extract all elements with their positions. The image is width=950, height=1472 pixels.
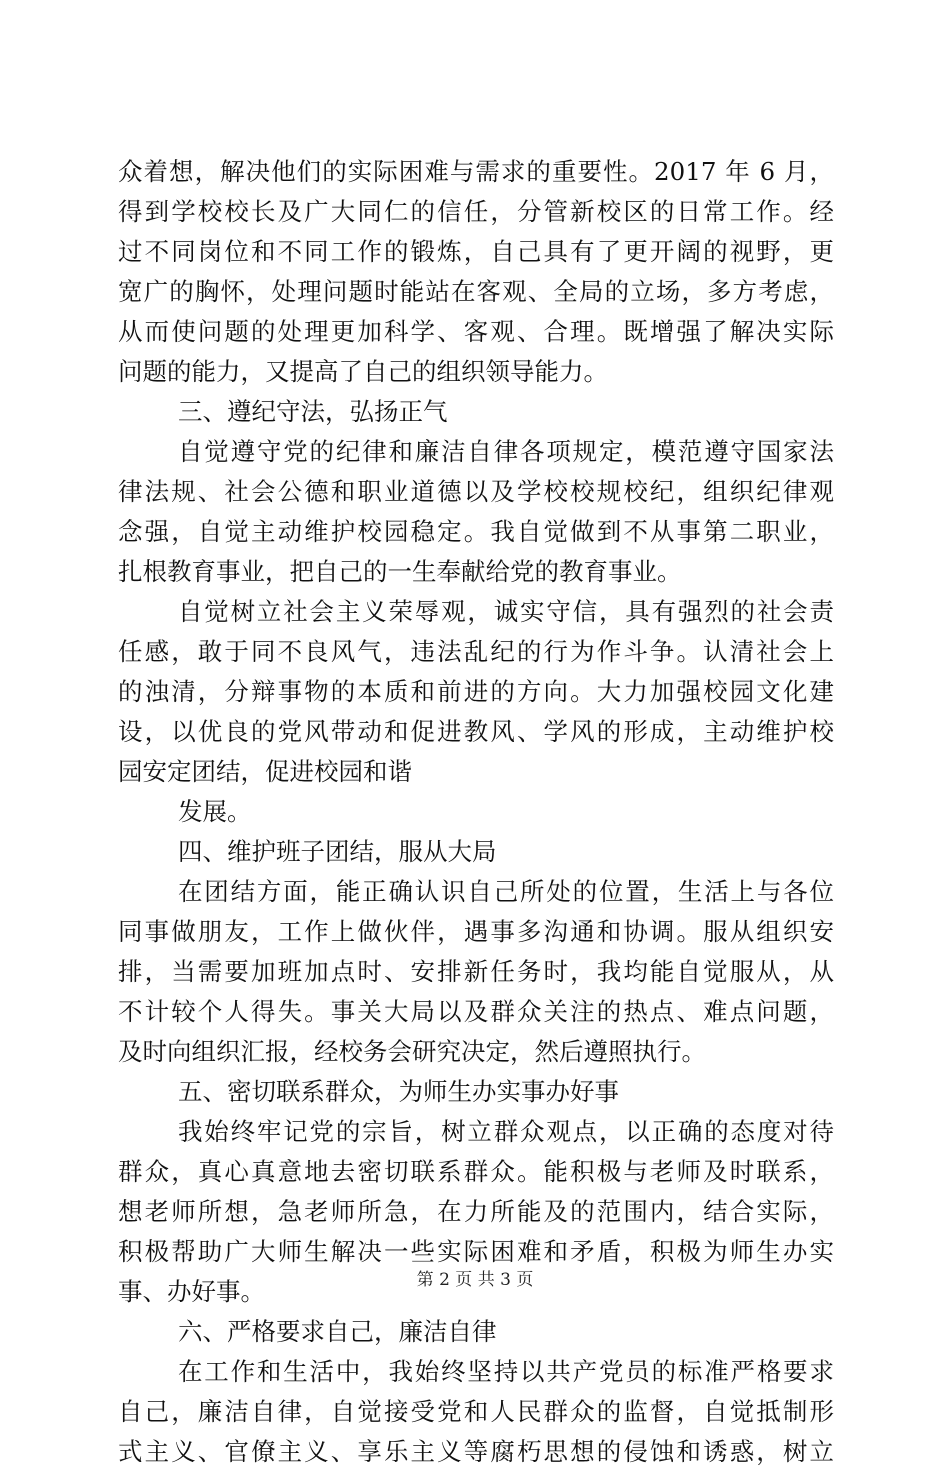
paragraph-line: 不计较个人得失。事关大局以及群众关注的热点、难点问题，: [118, 997, 834, 1026]
paragraph-line: 排，当需要加班加点时、安排新任务时，我均能自觉服从，从: [118, 957, 834, 986]
page-number-footer: 第 2 页 共 3 页: [416, 1270, 534, 1290]
paragraph-line: 律法规、社会公德和职业道德以及学校校规校纪，组织纪律观: [118, 477, 834, 506]
paragraph-line: 设，以优良的党风带动和促进教风、学风的形成，主动维护校: [118, 717, 834, 746]
section-heading-3: 三、遵纪守法，弘扬正气: [178, 397, 448, 426]
paragraph-line: 群众，真心真意地去密切联系群众。能积极与老师及时联系，: [118, 1157, 834, 1186]
paragraph-line: 及时向组织汇报，经校务会研究决定，然后遵照执行。: [118, 1037, 706, 1066]
paragraph-line: 众着想，解决他们的实际困难与需求的重要性。2017 年 6 月，: [118, 157, 834, 186]
paragraph-line: 积极帮助广大师生解决一些实际困难和矛盾，积极为师生办实: [118, 1237, 834, 1266]
paragraph-line: 从而使问题的处理更加科学、客观、合理。既增强了解决实际: [118, 317, 834, 346]
paragraph-line: 宽广的胸怀，处理问题时能站在客观、全局的立场，多方考虑，: [118, 277, 834, 306]
paragraph-line: 园安定团结，促进校园和谐: [118, 757, 412, 786]
paragraph-line: 自觉遵守党的纪律和廉洁自律各项规定，模范遵守国家法: [178, 437, 834, 466]
section-heading-6: 六、严格要求自己，廉洁自律: [178, 1317, 497, 1346]
paragraph-line: 得到学校校长及广大同仁的信任，分管新校区的日常工作。经: [118, 197, 834, 226]
paragraph-line: 事、办好事。: [118, 1277, 265, 1306]
paragraph-line: 同事做朋友，工作上做伙伴，遇事多沟通和协调。服从组织安: [118, 917, 834, 946]
paragraph-line: 想老师所想，急老师所急，在力所能及的范围内，结合实际，: [118, 1197, 834, 1226]
paragraph-line: 在工作和生活中，我始终坚持以共产党员的标准严格要求: [178, 1357, 834, 1386]
paragraph-line: 任感，敢于同不良风气，违法乱纪的行为作斗争。认清社会上: [118, 637, 834, 666]
paragraph-line: 过不同岗位和不同工作的锻炼，自己具有了更开阔的视野，更: [118, 237, 834, 266]
paragraph-line: 问题的能力，又提高了自己的组织领导能力。: [118, 357, 608, 386]
paragraph-line: 自觉树立社会主义荣辱观，诚实守信，具有强烈的社会责: [178, 597, 834, 626]
paragraph-line: 我始终牢记党的宗旨，树立群众观点，以正确的态度对待: [178, 1117, 834, 1146]
paragraph-line: 式主义、官僚主义、享乐主义等腐朽思想的侵蚀和诱惑，树立: [118, 1437, 834, 1466]
paragraph-line: 发展。: [178, 797, 252, 826]
paragraph-line: 扎根教育事业，把自己的一生奉献给党的教育事业。: [118, 557, 682, 586]
paragraph-line: 自己，廉洁自律，自觉接受党和人民群众的监督，自觉抵制形: [118, 1397, 834, 1426]
paragraph-line: 在团结方面，能正确认识自己所处的位置，生活上与各位: [178, 877, 834, 906]
section-heading-5: 五、密切联系群众，为师生办实事办好事: [178, 1077, 619, 1106]
paragraph-line: 的浊清，分辩事物的本质和前进的方向。大力加强校园文化建: [118, 677, 834, 706]
paragraph-line: 念强，自觉主动维护校园稳定。我自觉做到不从事第二职业，: [118, 517, 834, 546]
section-heading-4: 四、维护班子团结，服从大局: [178, 837, 497, 866]
